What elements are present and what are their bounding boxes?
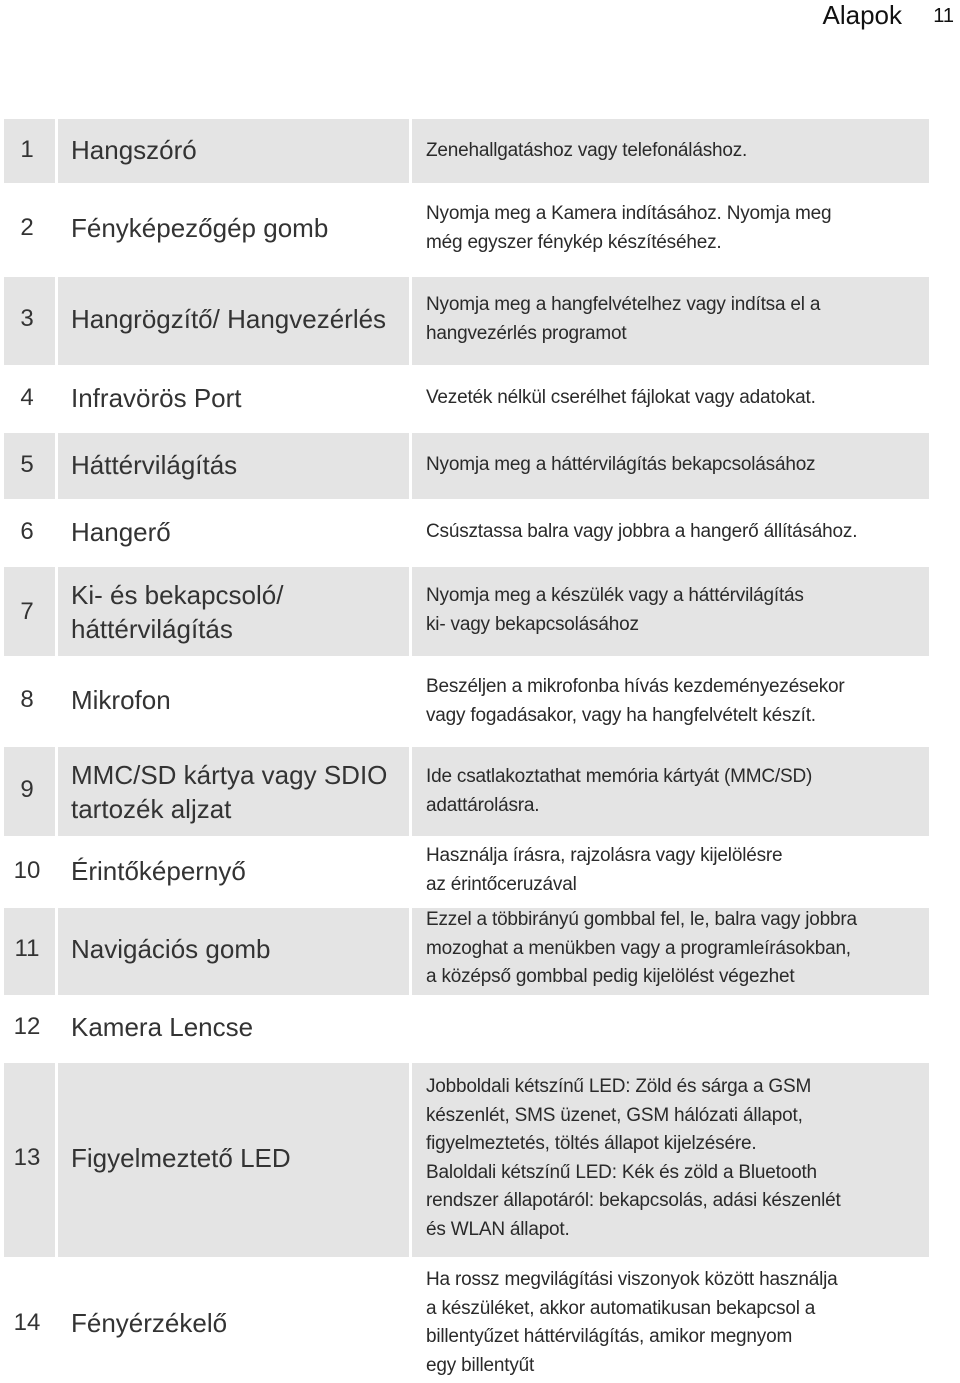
- row-number: 2: [20, 214, 34, 241]
- component-name: Kamera Lencse: [71, 1012, 254, 1042]
- component-description: Ezzel a többirányú gombbal fel, le, balra vagy jobbra mozoghat a menükben vagy a programleírásokban, a középső gombbal pedig kijelölést végezhet: [426, 909, 857, 987]
- row-number: 13: [13, 1144, 41, 1171]
- row-number: 5: [20, 451, 34, 478]
- component-name: Hangszóró: [71, 135, 197, 165]
- component-name: Mikrofon: [71, 685, 171, 715]
- component-description: Ha rossz megvilágítási viszonyok között használja a készüléket, akkor automatikusan bekapcsol a billentyűzet háttérvilágítás, amikor megnyom egy billentyűt: [426, 1269, 838, 1376]
- row-number: 7: [20, 598, 34, 625]
- section-title: Alapok: [822, 0, 902, 30]
- row-number: 6: [20, 518, 34, 545]
- component-name: Hangerő: [71, 517, 171, 547]
- component-description: Nyomja meg a készülék vagy a háttérvilágítás ki- vagy bekapcsolásához: [426, 585, 804, 635]
- page-number: 11: [933, 5, 954, 27]
- row-number: 12: [13, 1013, 41, 1040]
- component-name: Infravörös Port: [71, 383, 242, 413]
- component-description: Nyomja meg a hangfelvételhez vagy indítsa el a hangvezérlés programot: [426, 294, 821, 344]
- component-name: Figyelmeztető LED: [71, 1143, 291, 1173]
- row-number: 3: [20, 305, 34, 332]
- component-description: Ide csatlakoztathat memória kártyát (MMC/SD) adattárolásra.: [426, 766, 813, 816]
- component-description: Nyomja meg a háttérvilágítás bekapcsolásához: [426, 454, 816, 475]
- component-description: Nyomja meg a Kamera indításához. Nyomja meg még egyszer fénykép készítéséhez.: [426, 203, 832, 253]
- component-name: Fényérzékelő: [71, 1308, 228, 1338]
- row-number: 4: [20, 384, 34, 411]
- page-header: [0, 0, 960, 34]
- row-number: 10: [13, 857, 41, 884]
- component-name: Érintőképernyő: [71, 856, 246, 886]
- component-description: Csúsztassa balra vagy jobbra a hangerő állításához.: [426, 521, 858, 542]
- component-name: Ki- és bekapcsoló/ háttérvilágítás: [71, 580, 284, 644]
- component-description: Jobboldali kétszínű LED: Zöld és sárga a GSM készenlét, SMS üzenet, GSM hálózati állapot, figyelmeztetés, töltés állapot kijelzésére. Baloldali kétszínű LED: Kék és zöld a Bluetooth rendszer állapotáról: bekapcsolás, adási készenlét és WLAN állapot.: [426, 1076, 841, 1240]
- row-number: 9: [20, 776, 34, 803]
- row-number: 1: [20, 136, 34, 163]
- component-name: Hangrögzítő/ Hangvezérlés: [71, 304, 387, 334]
- row-number: 14: [13, 1309, 41, 1336]
- component-name: MMC/SD kártya vagy SDIO tartozék aljzat: [71, 760, 388, 824]
- component-name: Navigációs gomb: [71, 934, 271, 964]
- component-description: Vezeték nélkül cserélhet fájlokat vagy adatokat.: [426, 387, 816, 408]
- component-description: Beszéljen a mikrofonba hívás kezdeményezésekor vagy fogadásakor, vagy ha hangfelvételt készít.: [426, 676, 845, 726]
- row-number: 11: [14, 935, 40, 962]
- component-name: Fényképezőgép gomb: [71, 213, 329, 243]
- component-description: Zenehallgatáshoz vagy telefonáláshoz.: [426, 140, 748, 161]
- row-number: 8: [20, 686, 34, 713]
- component-description: Használja írásra, rajzolásra vagy kijelölésre az érintőceruzával: [426, 845, 783, 895]
- component-name: Háttérvilágítás: [71, 450, 238, 480]
